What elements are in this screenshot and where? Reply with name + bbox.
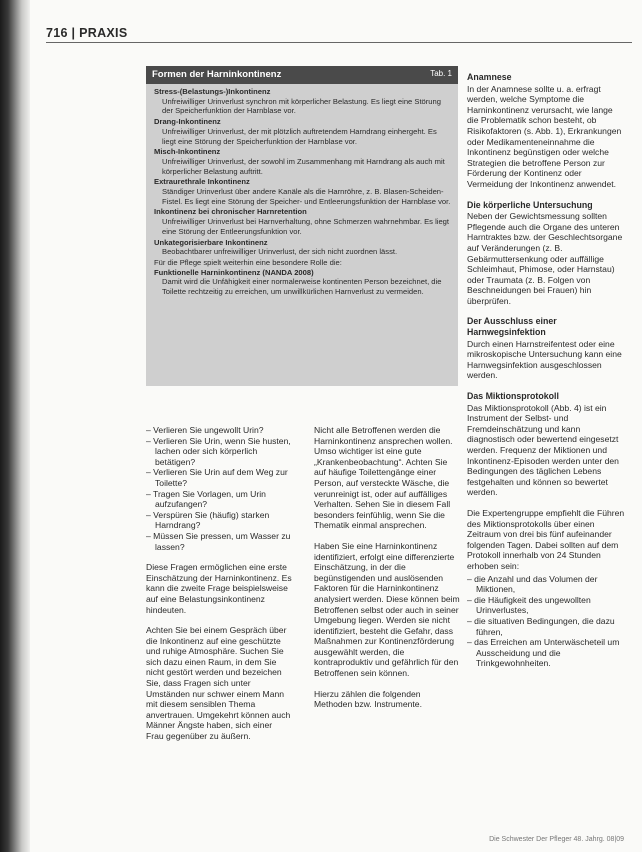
info-box <box>146 66 458 386</box>
box-item: Misch-Inkontinenz Unfreiwilliger Urinverlust, der sowohl im Zusammenhang mit Harndrang als auch mit körperlicher Belastung auftritt. <box>154 147 445 176</box>
table-tag: Tab. 1 <box>430 69 452 78</box>
paragraph: Achten Sie bei einem Gespräch über die Inkontinenz auf eine geschützte und ruhige Atmosphäre. Suchen Sie sich dazu einen Raum, in dem Sie nicht gestört werden und bezeichen Sie, dass Fragen sich unter Umständen nur schwer einem Mann mit diesem sensiblen Thema anvertrauen. Umgekehrt können auch Männer Ängste haben, sich einer Frau gegenüber zu äußern. <box>146 625 291 742</box>
section-heading: Das Miktionsprotokoll <box>467 391 559 402</box>
info-box-title: Formen der Harninkontinenz Tab. 1 <box>146 66 458 84</box>
box-item: Unkategorisierbare Inkontinenz Beobachtbarer unfreiwilliger Urinverlust, der sich nicht zuordnen lässt. <box>154 237 398 257</box>
question-list <box>146 425 292 552</box>
section-heading: Der Ausschluss einer Harnwegsinfektion <box>467 316 557 338</box>
page-header: 716 | PRAXIS <box>46 26 128 40</box>
list-item: – Verlieren Sie Urin, wenn Sie husten, lachen oder sich körperlich betätigen? <box>146 435 291 467</box>
box-item: Extraurethrale Inkontinenz Ständiger Urinverlust über andere Kanäle als die Harnröhre, z. B. Blasen-Scheiden-Fistel. Es liegt eine Störung der Speicher- und Entleerungsfunktion der Harnblase vor. <box>154 177 451 206</box>
paragraph: Nicht alle Betroffenen werden die Harninkontinenz ansprechen wollen. Umso wichtiger ist eine gute „Krankenbeobachtung“. Achten Sie auf häufige Toilettengänge einer Person, auf versteckte Wäsche, die verunreinigt ist, oder auf auffälliges Verhalten. Sehen Sie in diesem Fall besonders feinfühlig, wenn Sie die Thematik einmal ansprechen. <box>314 425 453 531</box>
list-item: – die Anzahl und das Volumen der Miktionen, <box>467 573 598 595</box>
section-title: PRAXIS <box>79 26 128 40</box>
list-item: – Tragen Sie Vorlagen, um Urin aufzufangen? <box>146 488 266 510</box>
page-footer: Die Schwester Der Pfleger 48. Jahrg. 08|09 <box>489 836 624 843</box>
header-rule <box>46 42 632 43</box>
column-middle <box>314 425 460 720</box>
list-item: – das Erreichen am Unterwäscheteil um Ausscheidung und die Trinkgewohnheiten. <box>467 637 620 669</box>
info-box-body <box>146 84 458 297</box>
paragraph: Durch einen Harnstreifentest oder eine mikroskopische Untersuchung kann eine Harnwegsinfektion ausgeschlossen werden. <box>467 338 622 381</box>
column-right <box>467 72 625 679</box>
paragraph: Die Expertengruppe empfiehlt die Führen des Miktionsprotokolls über einen Zeitraum von drei bis fünf aufeinander folgenden Tagen. Dabei sollten auf dem Protokoll innerhalb von 24 Stunden erhoben sein: <box>467 507 625 571</box>
list-item: – Verspüren Sie (häufig) starken Harndrang? <box>146 509 270 531</box>
box-item: Inkontinenz bei chronischer Harnretention Unfreiwilliger Urinverlust bei Harnverhaltung, ohne Schmerzen wahrnehmbar. Es liegt eine Störung der Entleerungsfunktion vor. <box>154 207 450 236</box>
paragraph: Hierzu zählen die folgenden Methoden bzw. Instrumente. <box>314 688 422 710</box>
page-number: 716 <box>46 26 68 40</box>
list-item: – Verlieren Sie Urin auf dem Weg zur Toilette? <box>146 467 288 488</box>
paragraph: Diese Fragen ermöglichen eine erste Einschätzung der Harninkontinenz. Es kann die zweite Frage beispielsweise auf eine Belastungsinkontinenz hindeuten. <box>146 562 292 615</box>
box-item: Drang-Inkontinenz Unfreiwilliger Urinverlust, der mit plötzlich auftretendem Harndrang einhergeht. Es liegt eine Störung der Speicherfunktion der Harnblase vor. <box>154 117 437 146</box>
paragraph: Neben der Gewichtsmessung sollten Pflegende auch die Organe des unteren Harntraktes bzw. der Geschlechtsorgane auf Veränderungen (z. B. Gebärmuttersenkung oder auffällige Schleimhaut, Phimose, oder Harnstau) oder Traumata (z. B. Folgen von Beschneidungen bei Frauen) hin überprüfen. <box>467 211 623 306</box>
box-item: Stress-(Belastungs-)Inkontinenz Unfreiwilliger Urinverlust synchron mit körperlicher Belastung. Es liegt eine Störung der Speicherfunktion der Harnblase vor. <box>154 87 441 116</box>
column-left <box>146 425 292 752</box>
box-item-special: Funktionelle Harninkontinenz (NANDA 2008) Damit wird die Unfähigkeit einer normalerweise kontinenten Person bezeichnet, die Toilette rechtzeitig zu erreichen, um unwillkürlichen Harnverlust zu vermeiden. <box>154 267 442 297</box>
paragraph: Das Miktionsprotokoll (Abb. 4) ist ein Instrument der Selbst- und Fremdeinschätzung und kann diagnostisch oder bewertend eingesetzt werden. Frequenz der Miktionen und Inkontinenz-Episoden werden unter den Bedingungen des täglichen Lebens festgehalten und können so bewertet werden. <box>467 402 619 498</box>
list-item: – die situativen Bedingungen, die dazu führen, <box>467 615 615 637</box>
paragraph: Haben Sie eine Harninkontinenz identifiziert, erfolgt eine differenzierte Einschätzung, in der die begünstigenden und auslösenden Faktoren für die Harninkontinenz analysiert werden. Diese können beim Betroffenen selbst oder auch in seiner Umgebung liegen. Werden sie nicht identifiziert, besteht die Gefahr, dass Maßnahmen zur Kontinenzförderung ausgewählt werden, die kontraproduktiv und gefährlich für den Betroffenen sein können. <box>314 540 460 679</box>
paragraph: In der Anamnese sollte u. a. erfragt werden, welche Symptome die Harninkontinenz verursacht, wie lange die Problematik schon besteht, ob Risikofaktoren (s. Abb. 1), Erkrankungen oder Medikamenteneinnahme die Inkontinenz begünstigen oder welche Strategien die betroffene Person zur Förderung der Kontinenz oder Vermeidung der Inkontinenz anwendet. <box>467 83 622 189</box>
list-item: – Verlieren Sie ungewollt Urin? <box>146 425 264 435</box>
page-binding-shadow <box>0 0 30 852</box>
section-heading: Die körperliche Untersuchung <box>467 199 593 210</box>
section-heading: Anamnese <box>467 72 512 82</box>
box-note: Für die Pflege spielt weiterhin eine besondere Rolle die: <box>154 257 342 267</box>
list-item: – Müssen Sie pressen, um Wasser zu lassen? <box>146 530 291 552</box>
list-item: – die Häufigkeit des ungewollten Urinverlustes, <box>467 594 591 616</box>
protocol-list <box>467 574 625 669</box>
